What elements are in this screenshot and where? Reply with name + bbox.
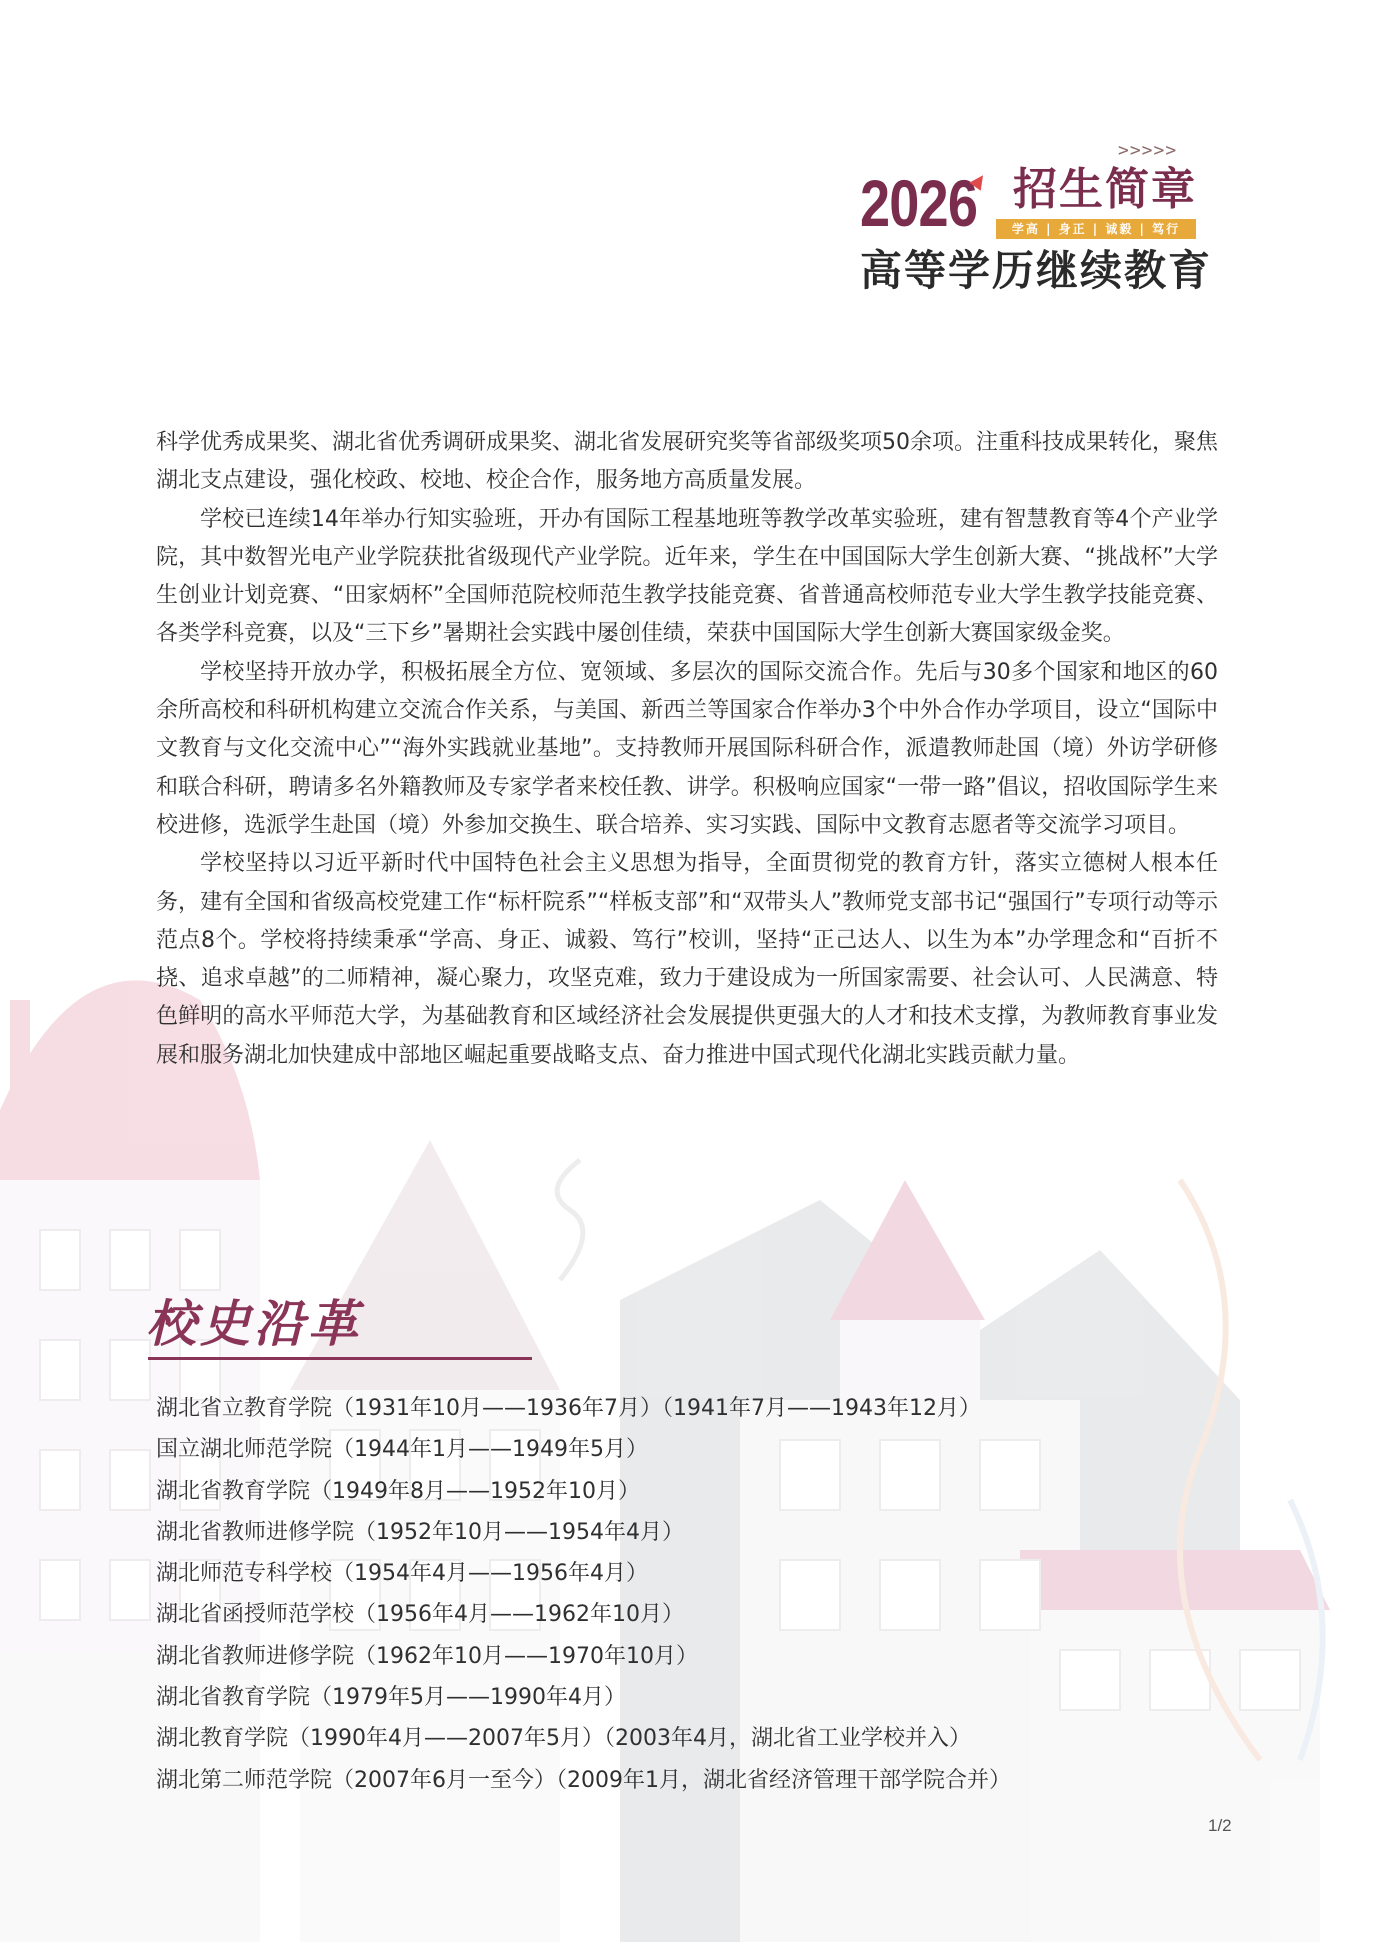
list-item: 湖北教育学院（1990年4月——2007年5月）（2003年4月，湖北省工业学校并入） — [156, 1726, 971, 1752]
section-divider — [148, 1357, 532, 1360]
paragraph: 学校坚持开放办学，积极拓展全方位、宽领域、多层次的国际交流合作。先后与30多个国家和地区的60余所高校和科研机构建立交流合作关系，与美国、新西兰等国家合作举办3个中外合作办学项目，设立“国际中文教育与文化交流中心”“海外实践就业基地”。支持教师开展国际科研合作，派遣教师赴国（境）外访学研修和联合科研，聘请多名外籍教师及专家学者来校任教、讲学。积极响应国家“一带一路”倡议，招收国际学生来校进修，选派学生赴国（境）外参加交换生、联合培养、实习实践、国际中文教育志愿者等交流学习项目。 — [156, 659, 1218, 838]
brand-header — [860, 140, 1220, 300]
list-item: 国立湖北师范学院（1944年1月——1949年5月） — [156, 1437, 648, 1463]
page-subtitle: 高等学历继续教育 — [860, 246, 1213, 295]
list-item: 湖北师范专科学校（1954年4月——1956年4月） — [156, 1561, 648, 1587]
list-item: 湖北第二师范学院（2007年6月一至今）（2009年1月，湖北省经济管理干部学院合并） — [156, 1767, 1011, 1793]
list-item: 湖北省教育学院（1979年5月——1990年4月） — [156, 1685, 626, 1711]
decorative-arrows: >>>>> — [1118, 140, 1178, 161]
list-item: 湖北省函授师范学校（1956年4月——1962年10月） — [156, 1602, 684, 1628]
list-item: 湖北省教师进修学院（1952年10月——1954年4月） — [156, 1519, 684, 1545]
paragraph: 学校坚持以习近平新时代中国特色社会主义思想为指导，全面贯彻党的教育方针，落实立德树人根本任务，建有全国和省级高校党建工作“标杆院系”“样板支部”和“双带头人”教师党支部书记“强国行”专项行动等示范点8个。学校将持续秉承“学高、身正、诚毅、笃行”校训，坚持“正己达人、以生为本”办学理念和“百折不挠、追求卓越”的二师精神，凝心聚力，攻坚克难，致力于建设成为一所国家需要、社会认可、人民满意、特色鲜明的高水平师范大学，为基础教育和区域经济社会发展提供更强大的人才和技术支撑，为教师教育事业发展和服务湖北加快建成中部地区崛起重要战略支点、奋力推进中国式现代化湖北实践贡献力量。 — [156, 851, 1218, 1068]
brand-title: 招生简章 — [1013, 164, 1197, 215]
history-section-title: 校史沿革 — [146, 1294, 362, 1353]
list-item: 湖北省教育学院（1949年8月——1952年10月） — [156, 1478, 640, 1504]
year-label: 2026 — [860, 166, 978, 240]
list-item: 湖北省教师进修学院（1962年10月——1970年10月） — [156, 1643, 698, 1669]
paragraph: 科学优秀成果奖、湖北省优秀调研成果奖、湖北省发展研究奖等省部级奖项50余项。注重科技成果转化，聚焦湖北支点建设，强化校政、校地、校企合作，服务地方高质量发展。 — [156, 430, 1218, 494]
page-number: 1/2 — [1208, 1816, 1232, 1835]
paragraph: 学校已连续14年举办行知实验班，开办有国际工程基地班等教学改革实验班，建有智慧教育等4个产业学院，其中数智光电产业学院获批省级现代产业学院。近年来，学生在中国国际大学生创新大赛、“挑战杯”大学生创业计划竞赛、“田家炳杯”全国师范院校师范生教学技能竞赛、省普通高校师范专业大学生教学技能竞赛、各类学科竞赛，以及“三下乡”暑期社会实践中屡创佳绩，荣获中国国际大学生创新大赛国家级金奖。 — [156, 506, 1218, 647]
history-list — [156, 1388, 1156, 1801]
list-item: 湖北省立教育学院（1931年10月——1936年7月）（1941年7月——1943年12月） — [156, 1396, 981, 1421]
school-motto-badge: 学高 | 身正 | 诚毅 | 笃行 — [996, 219, 1196, 239]
intro-text — [156, 424, 1218, 1075]
